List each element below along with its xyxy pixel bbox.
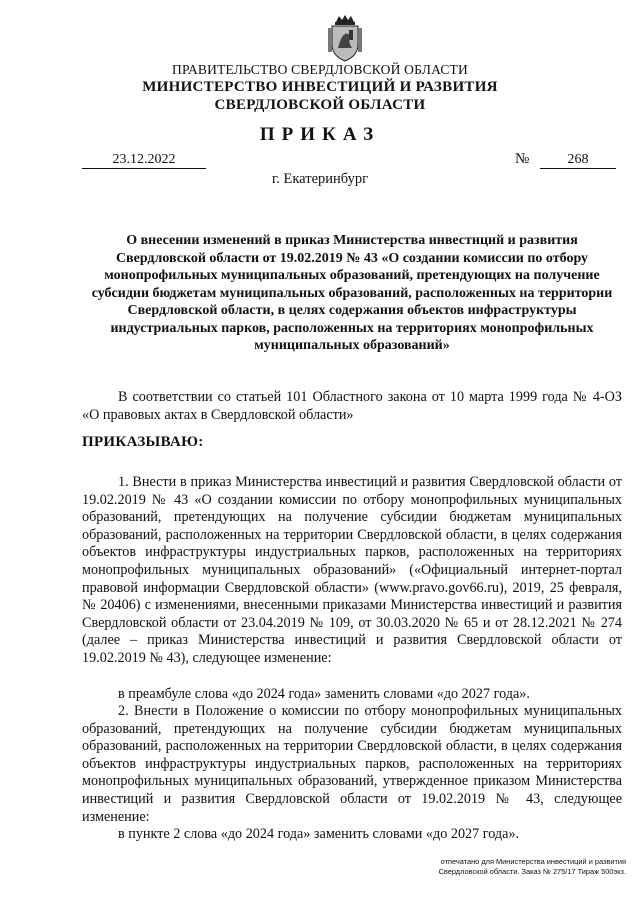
item-1-change: в преамбуле слова «до 2024 года» заменить словами «до 2027 года». <box>118 686 530 702</box>
number-sign: № <box>515 151 530 167</box>
item-1: 1. Внести в приказ Министерства инвестиций и развития Свердловской области от 19.02.2019 № 43 «О создании комиссии по отбору монопрофильных муниципальных образований, претендующих на получение субсидии бюджетам муниципальных образований, расположенных на территории Свердловской области, в целях содержания объектов инфраструктуры индустриальных парков, расположенных на территориях монопрофильных муниципальных образований» («Официальный интернет-портал правовой информации Свердловской области» (www.pravo.gov66.ru), 2019, 25 февраля, № 20406) с изменениями, внесенными приказами Министерства инвестиций и развития Свердловской области от 23.04.2019 № 109, от 30.03.2020 № 65 и от 28.12.2021 № 274 (далее – приказ Министерства инвестиций и развития Свердловской области от 19.02.2019 № 43), следующее изменение: <box>82 474 622 666</box>
item-2-change: в пункте 2 слова «до 2024 года» заменить словами «до 2027 года». <box>118 826 520 842</box>
print-footer-line2: Свердловской области. Заказ № 275/17 Тираж 500экз. <box>438 866 626 876</box>
print-footer <box>390 857 626 876</box>
ministry-title <box>0 78 640 114</box>
city: г. Екатеринбург <box>271 171 369 187</box>
document-date: 23.12.2022 <box>82 152 206 169</box>
order-word: ПРИКАЗЫВАЮ: <box>82 434 204 450</box>
document-number: 268 <box>540 152 616 169</box>
print-footer-line1: отпечатано для Министерства инвестиций и развития <box>440 857 626 866</box>
government-title: ПРАВИТЕЛЬСТВО СВЕРДЛОВСКОЙ ОБЛАСТИ <box>172 62 468 77</box>
coat-of-arms-icon <box>328 14 362 62</box>
ministry-title-line1: МИНИСТЕРСТВО ИНВЕСТИЦИЙ И РАЗВИТИЯ <box>142 79 498 95</box>
document-subject: О внесении изменений в приказ Министерства инвестиций и развития Свердловской области от 19.02.2019 № 43 «О создании комиссии по отбору монопрофильных муниципальных образований, претендующих на получение субсидии бюджетам муниципальных образований, расположенных на территории Свердловской области, в целях содержания объектов инфраструктуры индустриальных парков, расположенных на территориях монопрофильных муниципальных образований» <box>91 233 613 353</box>
item-2: 2. Внести в Положение о комиссии по отбору монопрофильных муниципальных образований, претендующих на получение субсидии бюджетам муниципальных образований, расположенных на территории Свердловской области, в целях содержания объектов инфраструктуры индустриальных парков, расположенных на территориях монопрофильных муниципальных образований, утвержденное приказом Министерства инвестиций и развития Свердловской области от 19.02.2019 № 43, следующее изменение: <box>82 703 622 825</box>
ministry-title-line2: СВЕРДЛОВСКОЙ ОБЛАСТИ <box>214 97 426 113</box>
document-type: ПРИКАЗ <box>259 124 381 145</box>
preamble: В соответствии со статьей 101 Областного закона от 10 марта 1999 года № 4-ОЗ «О правовых актах в Свердловской области» <box>82 389 622 423</box>
